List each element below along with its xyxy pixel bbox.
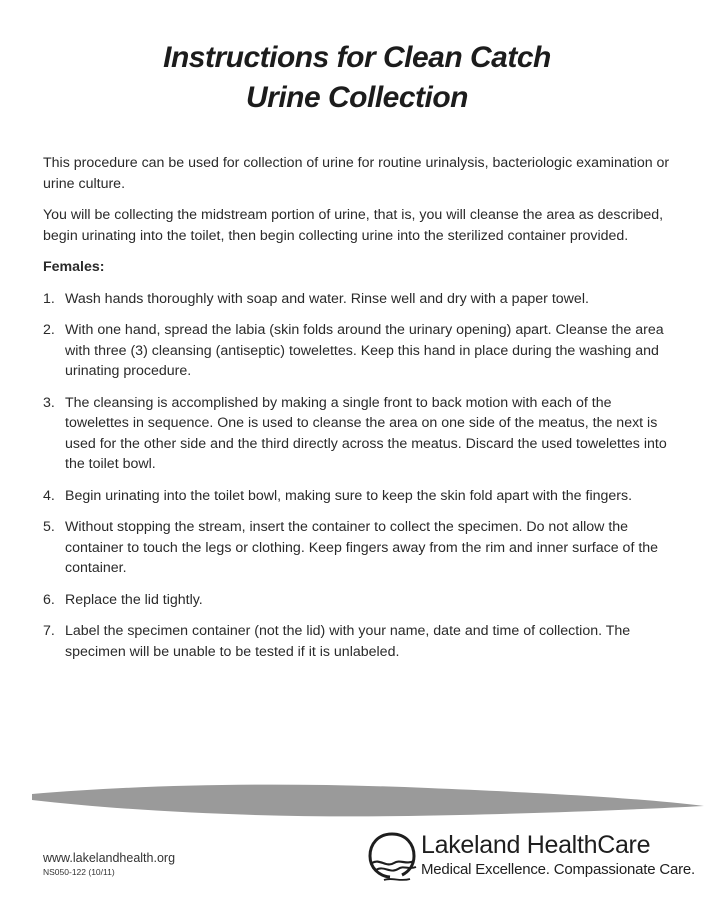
step-item bbox=[43, 486, 673, 507]
step-number: 3. bbox=[43, 394, 55, 411]
step-text: Begin urinating into the toilet bowl, making sure to keep the skin fold apart with the fingers. bbox=[65, 487, 633, 504]
title-line-1: Instructions for Clean Catch bbox=[163, 41, 551, 74]
step-number: 6. bbox=[43, 591, 55, 608]
section-heading-females: Females: bbox=[43, 259, 105, 275]
step-text: Replace the lid tightly. bbox=[65, 591, 203, 608]
step-text: Wash hands thoroughly with soap and water. Rinse well and dry with a paper towel. bbox=[65, 290, 589, 307]
step-item bbox=[43, 289, 673, 310]
document-title bbox=[0, 38, 714, 118]
footer-form-code: NS050-122 (10/11) bbox=[43, 867, 115, 877]
step-number: 4. bbox=[43, 487, 55, 504]
step-text: The cleansing is accomplished by making a single front to back motion with each of the towelettes in sequence. One is used to cleanse the area on one side of the meatus, the next is used for the other side and the third directly across the meatus. Discard the used towelettes into the toilet bowl. bbox=[65, 394, 667, 472]
step-number: 5. bbox=[43, 519, 55, 535]
step-text: With one hand, spread the labia (skin folds around the urinary opening) apart. Cleanse the area with three (3) cleansing (antiseptic) towelettes. Keep this hand in place during the washing and urinating procedure. bbox=[65, 322, 664, 379]
intro-paragraph-1: This procedure can be used for collection of urine for routine urinalysis, bacteriologic examination or urine culture. bbox=[43, 155, 670, 192]
step-item bbox=[43, 590, 673, 611]
step-item bbox=[43, 621, 673, 662]
instruction-steps bbox=[43, 289, 673, 663]
logo-brand-name: Lakeland HealthCare bbox=[421, 831, 651, 859]
logo-tagline: Medical Excellence. Compassionate Care. bbox=[421, 861, 695, 878]
step-item bbox=[43, 320, 673, 382]
step-text: Label the specimen container (not the lid) with your name, date and time of collection. The specimen will be unable to be tested if it is unlabeled. bbox=[65, 623, 631, 660]
step-text: Without stopping the stream, insert the container to collect the specimen. Do not allow the container to touch the legs or clothing. Keep fingers away from the rim and inner surface of the container. bbox=[65, 519, 659, 576]
step-item bbox=[43, 393, 673, 475]
step-number: 1. bbox=[43, 290, 55, 307]
step-number: 2. bbox=[43, 322, 55, 338]
lakeland-healthcare-logo bbox=[366, 826, 695, 888]
decorative-swoosh bbox=[28, 776, 708, 826]
intro-paragraph-2: You will be collecting the midstream portion of urine, that is, you will cleanse the area as described, begin urinating into the toilet, then begin collecting urine into the sterilized container provided. bbox=[43, 207, 664, 244]
lakeland-wave-logo-icon bbox=[366, 830, 418, 886]
footer-website-link[interactable]: www.lakelandhealth.org bbox=[43, 851, 176, 865]
title-line-2: Urine Collection bbox=[245, 81, 469, 114]
step-item bbox=[43, 517, 673, 579]
step-number: 7. bbox=[43, 623, 55, 639]
document-body bbox=[43, 153, 673, 673]
